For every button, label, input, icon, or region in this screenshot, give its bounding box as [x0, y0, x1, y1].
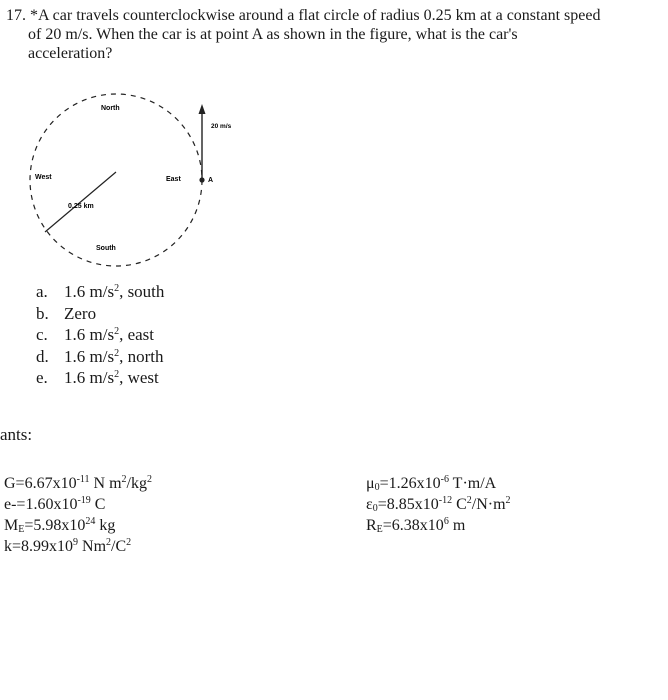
- choice-letter: c.: [36, 325, 48, 344]
- choice-a[interactable]: [36, 281, 164, 303]
- constant-permittivity: $\varepsilon_0=8.85x10^{-12}$ $C^2/N\cdot m^2$: [366, 495, 511, 514]
- constants-right: [366, 473, 511, 536]
- north-label: North: [101, 105, 120, 112]
- choice-exponent: 2: [114, 369, 120, 380]
- choice-value: 1.6 m/s: [64, 368, 115, 387]
- constant-earth-radius: $R_E=6.38x10^6$ m: [366, 516, 466, 535]
- choice-c[interactable]: [36, 324, 164, 346]
- constant-electron-charge: $e-=1.60x10^{-19}$ C: [4, 495, 106, 513]
- constants-heading: ants:: [0, 425, 33, 444]
- choice-exponent: 2: [114, 283, 120, 294]
- radius-line: [45, 172, 116, 232]
- south-label: South: [96, 245, 116, 252]
- answer-choices: [36, 281, 164, 389]
- choice-b[interactable]: [36, 303, 164, 325]
- question-number: 17.: [6, 7, 26, 24]
- west-label: West: [35, 174, 52, 181]
- choice-value: Zero: [64, 303, 97, 323]
- choice-d[interactable]: [36, 346, 164, 368]
- constant-coulomb: $k=8.99x10^9$ $Nm^2/C^2$: [4, 537, 132, 555]
- choice-e[interactable]: [36, 367, 164, 389]
- choice-direction: , east: [119, 325, 154, 344]
- choice-value: 1.6 m/s: [64, 325, 115, 344]
- constant-permeability: $\mu_0=1.26x10^{-6}$ T·m/A: [366, 474, 497, 493]
- question-text-1: *A car travels counterclockwise around a flat circle of radius 0.25 km at a constant speed: [30, 7, 601, 24]
- constants-left: [4, 473, 152, 557]
- choice-letter: d.: [36, 346, 49, 366]
- point-a-label: A: [208, 177, 214, 184]
- constant-gravitational: $G=6.67x10^{-11}$ N $m^2/kg^2$: [4, 474, 152, 492]
- velocity-arrowhead: [199, 104, 206, 114]
- choice-exponent: 2: [114, 326, 120, 337]
- choice-exponent: 2: [114, 347, 120, 359]
- east-label: East: [166, 176, 181, 183]
- constant-earth-mass: $M_E=5.98x10^{24}$ kg: [4, 516, 116, 535]
- choice-value: 1.6 m/s: [64, 346, 115, 366]
- circle-figure: [0, 0, 668, 290]
- question-line-3: acceleration?: [28, 45, 113, 62]
- choice-letter: b.: [36, 303, 49, 323]
- radius-label: 0.25 km: [68, 203, 94, 210]
- choice-direction: , south: [119, 282, 165, 301]
- point-a-dot: [199, 177, 204, 182]
- choice-direction: , north: [119, 346, 164, 366]
- choice-direction: , west: [119, 368, 159, 387]
- choice-letter: a.: [36, 282, 48, 301]
- choice-letter: e.: [36, 368, 48, 387]
- question-line-2: of 20 m/s. When the car is at point A as shown in the figure, what is the car's: [28, 26, 518, 43]
- velocity-label: 20 m/s: [211, 123, 232, 130]
- choice-value: 1.6 m/s: [64, 282, 115, 301]
